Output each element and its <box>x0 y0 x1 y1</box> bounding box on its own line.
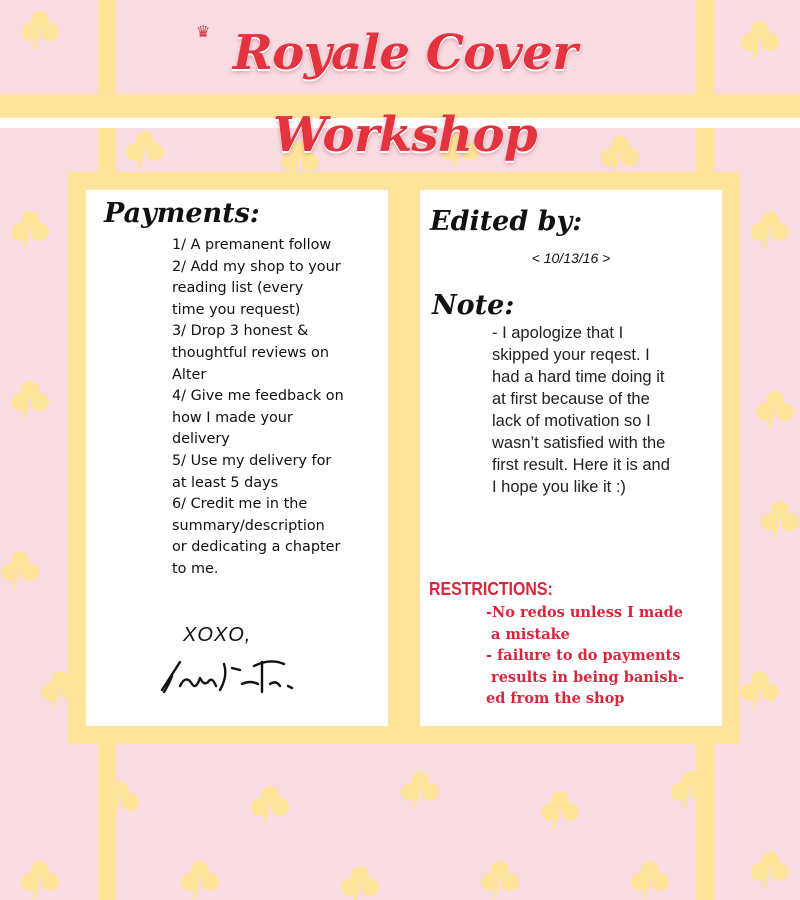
band-vertical-lower-right <box>696 744 714 900</box>
band-vertical-lower-left <box>98 744 116 900</box>
restriction-line: -No redos unless I made <box>486 604 684 621</box>
crown-icon: ♛ <box>196 24 211 41</box>
payment-line: time you request) <box>172 301 301 318</box>
restriction-line: results in being banish- <box>486 668 685 686</box>
payment-line: summary/description <box>172 517 325 534</box>
payment-line: 1/ A premanent follow <box>172 237 332 253</box>
restrictions-heading: RESTRICTIONS: <box>429 578 553 599</box>
payment-line: or dedicating a chapter <box>172 539 341 556</box>
payment-line: delivery <box>172 431 230 448</box>
payment-line: 3/ Drop 3 honest & <box>172 323 309 340</box>
payment-line: thoughtful reviews on <box>172 344 329 361</box>
restrictions-list <box>486 602 716 710</box>
note-line: first result. Here it is and <box>492 456 670 474</box>
edited-date: < 10/13/16 > <box>531 250 611 266</box>
payment-line: at least 5 days <box>172 474 279 491</box>
payment-line: 4/ Give me feedback on <box>172 388 344 405</box>
payment-line: 2/ Add my shop to your <box>172 258 341 275</box>
note-line: skipped your reqest. I <box>492 346 650 364</box>
payment-line: 5/ Use my delivery for <box>172 452 332 469</box>
note-line: - I apologize that I <box>492 324 624 342</box>
restriction-line: a mistake <box>486 625 570 643</box>
payments-list <box>172 235 382 581</box>
note-line: at first because of the <box>492 390 650 408</box>
payments-heading: Payments: <box>104 198 260 229</box>
note-line: I hope you like it :) <box>492 478 626 496</box>
restriction-line: - failure to do payments <box>486 647 681 665</box>
note-body <box>492 322 718 498</box>
note-line: had a hard time doing it <box>492 368 665 386</box>
closing-text: XOXO, <box>183 624 252 646</box>
note-line: wasn’t satisfied with the <box>492 434 666 452</box>
payment-line: reading list (every <box>172 280 304 297</box>
edited-by-heading: Edited by: <box>430 206 583 237</box>
payment-line: 6/ Credit me in the <box>172 496 308 513</box>
payment-line: to me. <box>172 560 219 577</box>
title-text: Royale Cover Workshop <box>232 25 578 163</box>
page-title <box>110 12 700 163</box>
note-line: lack of motivation so I <box>492 412 651 430</box>
payment-line: how I made your <box>172 409 293 426</box>
note-heading: Note: <box>432 290 515 321</box>
restriction-line: ed from the shop <box>486 690 625 708</box>
payment-line: Alter <box>172 366 207 383</box>
signature-image <box>158 656 308 698</box>
